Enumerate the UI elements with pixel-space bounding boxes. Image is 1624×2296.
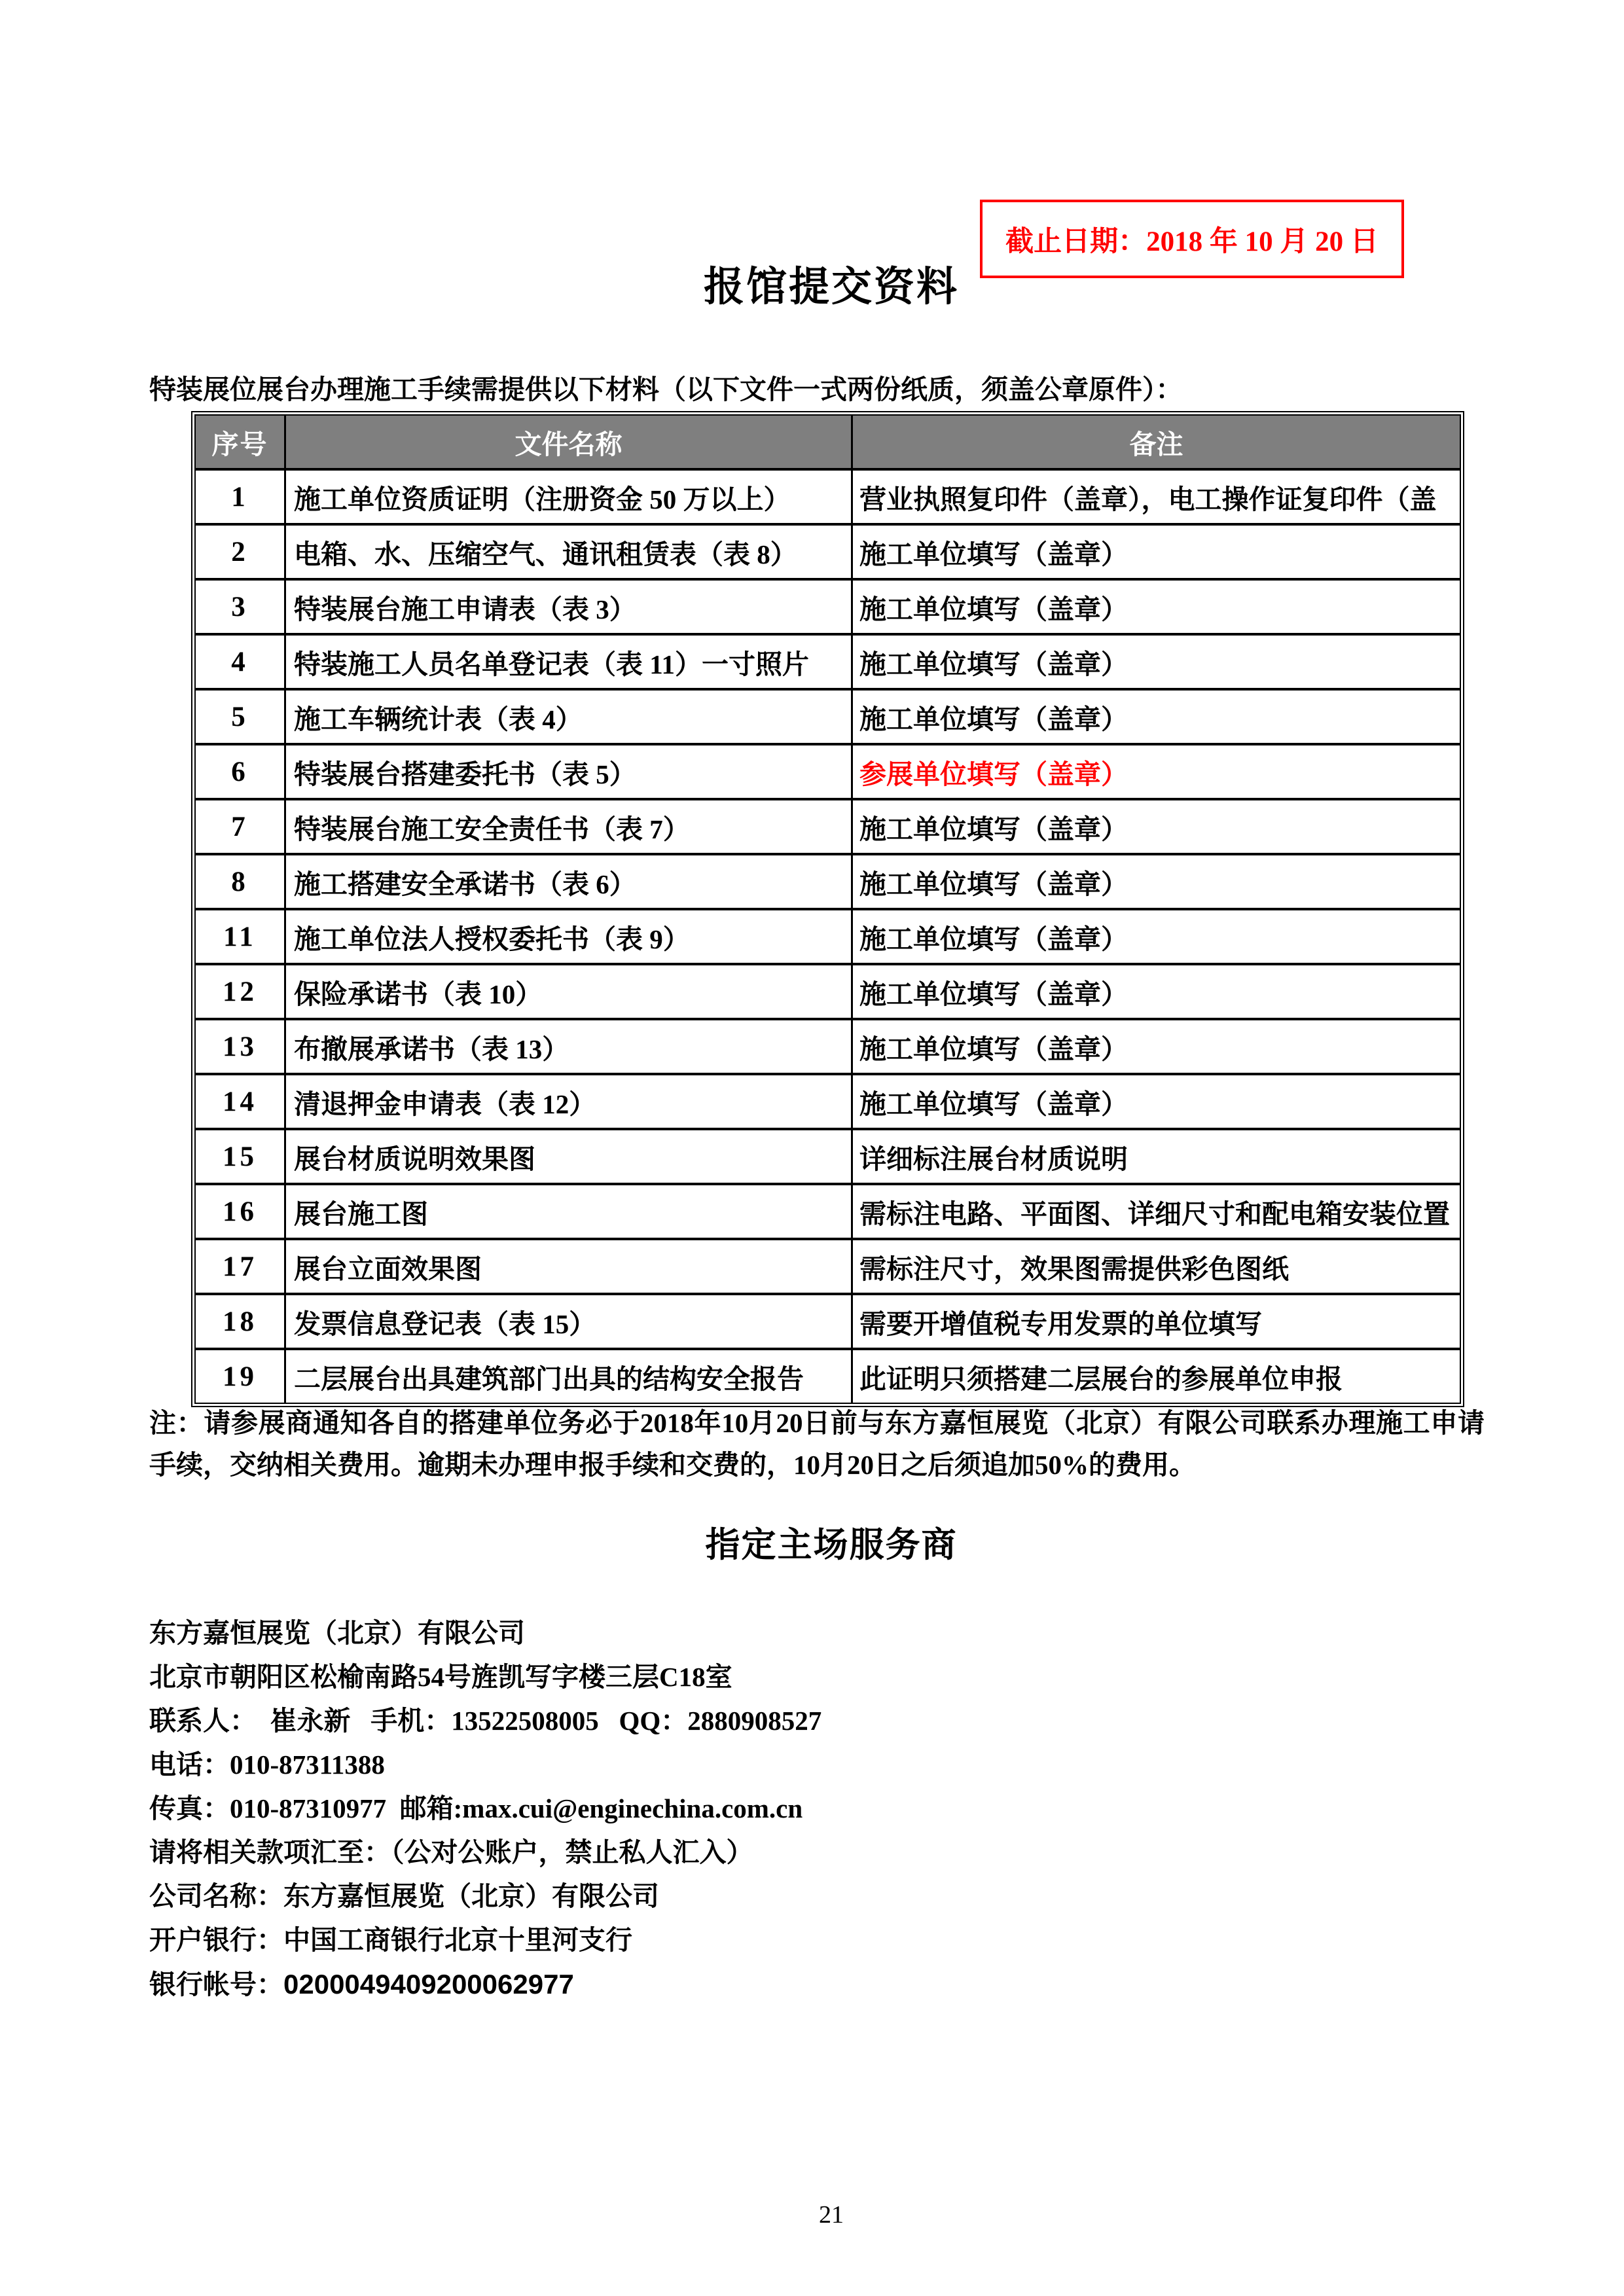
cell-remark: 施工单位填写（盖章） <box>859 704 1128 734</box>
table-row <box>196 908 1460 963</box>
table-row <box>196 1348 1460 1403</box>
contact-line <box>149 1962 1524 2006</box>
table-row <box>196 633 1460 688</box>
contact-block <box>149 1611 1524 2006</box>
cell-serial: 6 <box>196 745 286 798</box>
deadline-text: 截止日期：2018 年 10 月 20 日 <box>1005 226 1379 257</box>
cell-remark: 施工单位填写（盖章） <box>859 594 1128 624</box>
contact-line: 北京市朝阳区松榆南路54号旌凯写字楼三层C18室 <box>149 1662 732 1692</box>
cell-file-name: 特装展台施工安全责任书（表 7） <box>286 800 853 853</box>
cell-remark: 施工单位填写（盖章） <box>859 539 1128 569</box>
table-row <box>196 468 1460 523</box>
contact-line: 联系人： 崔永新 手机：13522508005 QQ：2880908527 <box>149 1706 822 1736</box>
cell-remark: 需要开增值税专用发票的单位填写 <box>859 1308 1262 1339</box>
cell-file-name: 展台材质说明效果图 <box>286 1130 853 1183</box>
intro-text: 特装展位展台办理施工手续需提供以下材料（以下文件一式两份纸质，须盖公章原件）： <box>149 374 1183 404</box>
table-row <box>196 1238 1460 1293</box>
table-row <box>196 743 1460 798</box>
table-row <box>196 798 1460 853</box>
cell-remark: 施工单位填写（盖章） <box>859 924 1128 954</box>
cell-file-name: 特装展台搭建委托书（表 5） <box>286 745 853 798</box>
cell-remark: 详细标注展台材质说明 <box>859 1143 1128 1174</box>
table-row <box>196 853 1460 908</box>
table-row <box>196 1293 1460 1348</box>
cell-file-name: 特装展台施工申请表（表 3） <box>286 581 853 633</box>
note-text: 注：请参展商通知各自的搭建单位务必于2018年10月20日前与东方嘉恒展览（北京）有限公司联系办理施工申请手续，交纳相关费用。逾期未办理申报手续和交费的，10月20日之后须追加50%的费用。 <box>149 1408 1485 1480</box>
cell-serial: 4 <box>196 636 286 688</box>
cell-serial: 14 <box>196 1075 286 1128</box>
cell-file-name: 特装施工人员名单登记表（表 11）一寸照片 <box>286 636 853 688</box>
cell-serial: 8 <box>196 855 286 908</box>
contact-line: 公司名称：东方嘉恒展览（北京）有限公司 <box>149 1881 659 1911</box>
bank-account-label: 银行帐号： <box>149 1969 283 2000</box>
table-row <box>196 523 1460 578</box>
table-row <box>196 688 1460 743</box>
cell-remark: 施工单位填写（盖章） <box>859 814 1128 844</box>
table-row <box>196 578 1460 633</box>
header-cell-file-name: 文件名称 <box>286 416 853 468</box>
table-row <box>196 1183 1460 1238</box>
cell-file-name: 施工搭建安全承诺书（表 6） <box>286 855 853 908</box>
page-number: 21 <box>819 2201 844 2229</box>
cell-serial: 19 <box>196 1350 286 1403</box>
documents-table <box>191 411 1464 1407</box>
cell-file-name: 施工单位资质证明（注册资金 50 万以上） <box>286 471 853 523</box>
cell-file-name: 展台施工图 <box>286 1185 853 1238</box>
cell-file-name: 电箱、水、压缩空气、通讯租赁表（表 8） <box>286 526 853 578</box>
cell-serial: 1 <box>196 471 286 523</box>
cell-file-name: 二层展台出具建筑部门出具的结构安全报告 <box>286 1350 853 1403</box>
cell-remark: 需标注尺寸，效果图需提供彩色图纸 <box>859 1253 1289 1284</box>
cell-remark: 需标注电路、平面图、详细尺寸和配电箱安装位置 <box>859 1198 1450 1229</box>
cell-remark: 参展单位填写（盖章） <box>859 759 1128 789</box>
contact-line: 电话：010-87311388 <box>149 1749 385 1780</box>
table-header-row <box>196 416 1460 468</box>
cell-remark: 施工单位填写（盖章） <box>859 649 1128 679</box>
cell-serial: 15 <box>196 1130 286 1183</box>
cell-file-name: 施工车辆统计表（表 4） <box>286 691 853 743</box>
cell-file-name: 展台立面效果图 <box>286 1240 853 1293</box>
cell-serial: 16 <box>196 1185 286 1238</box>
cell-serial: 2 <box>196 526 286 578</box>
header-cell-serial: 序号 <box>196 416 286 468</box>
table-row <box>196 1128 1460 1183</box>
cell-file-name: 清退押金申请表（表 12） <box>286 1075 853 1128</box>
cell-remark: 施工单位填写（盖章） <box>859 978 1128 1009</box>
header-cell-remark: 备注 <box>1129 429 1183 459</box>
contact-line: 请将相关款项汇至：（公对公账户，禁止私人汇入） <box>149 1837 753 1867</box>
table-body <box>196 468 1460 1403</box>
table-row <box>196 1073 1460 1128</box>
cell-file-name: 保险承诺书（表 10） <box>286 965 853 1018</box>
cell-remark: 施工单位填写（盖章） <box>859 1033 1128 1064</box>
contact-line: 东方嘉恒展览（北京）有限公司 <box>149 1618 525 1648</box>
cell-remark: 此证明只须搭建二层展台的参展单位申报 <box>859 1363 1343 1394</box>
contact-line: 开户银行：中国工商银行北京十里河支行 <box>149 1925 632 1955</box>
cell-remark: 施工单位填写（盖章） <box>859 1088 1128 1119</box>
cell-serial: 18 <box>196 1295 286 1348</box>
contact-line: 传真：010-87310977 邮箱:max.cui@enginechina.com.cn <box>149 1793 803 1823</box>
cell-serial: 13 <box>196 1020 286 1073</box>
cell-remark: 营业执照复印件（盖章），电工操作证复印件（盖 <box>859 484 1437 514</box>
cell-file-name: 施工单位法人授权委托书（表 9） <box>286 910 853 963</box>
cell-remark: 施工单位填写（盖章） <box>859 869 1128 899</box>
table-row <box>196 963 1460 1018</box>
page-title: 报馆提交资料 <box>703 265 959 310</box>
cell-serial: 11 <box>196 910 286 963</box>
cell-file-name: 布撤展承诺书（表 13） <box>286 1020 853 1073</box>
cell-serial: 5 <box>196 691 286 743</box>
cell-serial: 7 <box>196 800 286 853</box>
cell-file-name: 发票信息登记表（表 15） <box>286 1295 853 1348</box>
section-heading: 指定主场服务商 <box>705 1526 958 1564</box>
account-number: 0200049409200062977 <box>283 1969 574 2000</box>
cell-serial: 3 <box>196 581 286 633</box>
cell-serial: 12 <box>196 965 286 1018</box>
cell-serial: 17 <box>196 1240 286 1293</box>
table-row <box>196 1018 1460 1073</box>
